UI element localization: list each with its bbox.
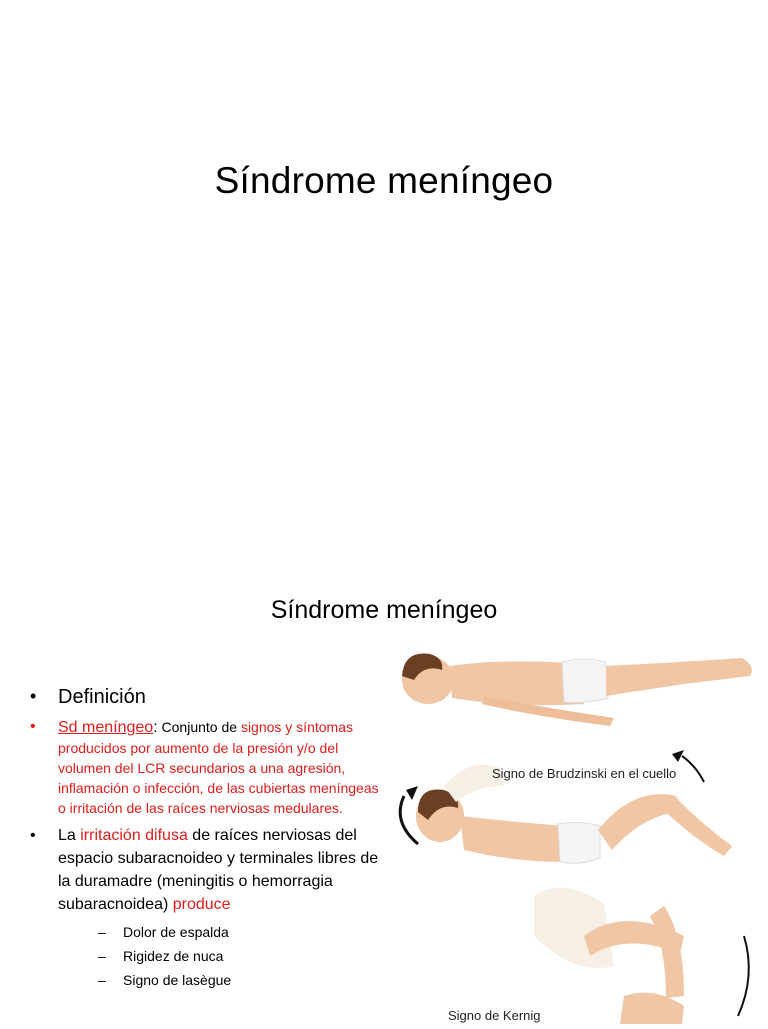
child-kernig <box>534 888 749 1024</box>
child-lying-flat <box>402 653 752 726</box>
bullet-definicion <box>28 686 380 709</box>
text-irritacion-rest: de raíces nerviosas del espacio subaracnoideo y terminales libres de la duramadre (meningitis o hemorragia subaracnoidea) <box>58 827 379 913</box>
meningeal-signs-illustration <box>384 636 768 1024</box>
sub-item <box>28 944 380 968</box>
text-produce: produce <box>172 896 231 913</box>
bullet-dot: • <box>30 827 36 844</box>
dash: – <box>98 972 106 988</box>
bullet-irritacion <box>28 824 380 916</box>
bullet-sd-meningeo <box>28 717 380 818</box>
sub-item-label: Rigidez de nuca <box>123 948 224 964</box>
slide-body <box>28 686 380 992</box>
label-kernig: Signo de Kernig <box>448 1008 541 1023</box>
text-la: La <box>58 827 81 844</box>
slide-title: Síndrome meníngeo <box>214 160 554 201</box>
sub-item <box>28 968 380 992</box>
text-irritacion-difusa: irritación difusa <box>80 827 188 844</box>
sub-item <box>28 920 380 944</box>
bullet-dot: • <box>30 718 36 735</box>
definition-text: signos y síntomas producidos por aumento de la presión y/o del volumen del LCR secundarios a una agresión, inflamación o infección, de las cubiertas meníngeas o irritación de las raíces nerviosas medulares. <box>58 719 379 816</box>
sub-item-label: Dolor de espalda <box>123 924 229 940</box>
dash: – <box>98 924 106 940</box>
illustration-svg <box>384 636 768 1024</box>
definition-lead: Conjunto de <box>161 719 241 735</box>
bullet-label: Definición <box>58 686 146 708</box>
dash: – <box>98 948 106 964</box>
sub-item-label: Signo de lasègue <box>123 972 232 988</box>
term-colon: : <box>153 719 158 736</box>
label-brudzinski: Signo de Brudzinski en el cuello <box>492 766 677 781</box>
bullet-dot: • <box>30 686 37 706</box>
term-sd-meningeo: Sd meníngeo <box>58 719 154 736</box>
slide-title: Síndrome meníngeo <box>270 596 498 624</box>
slide-2 <box>0 576 768 1024</box>
